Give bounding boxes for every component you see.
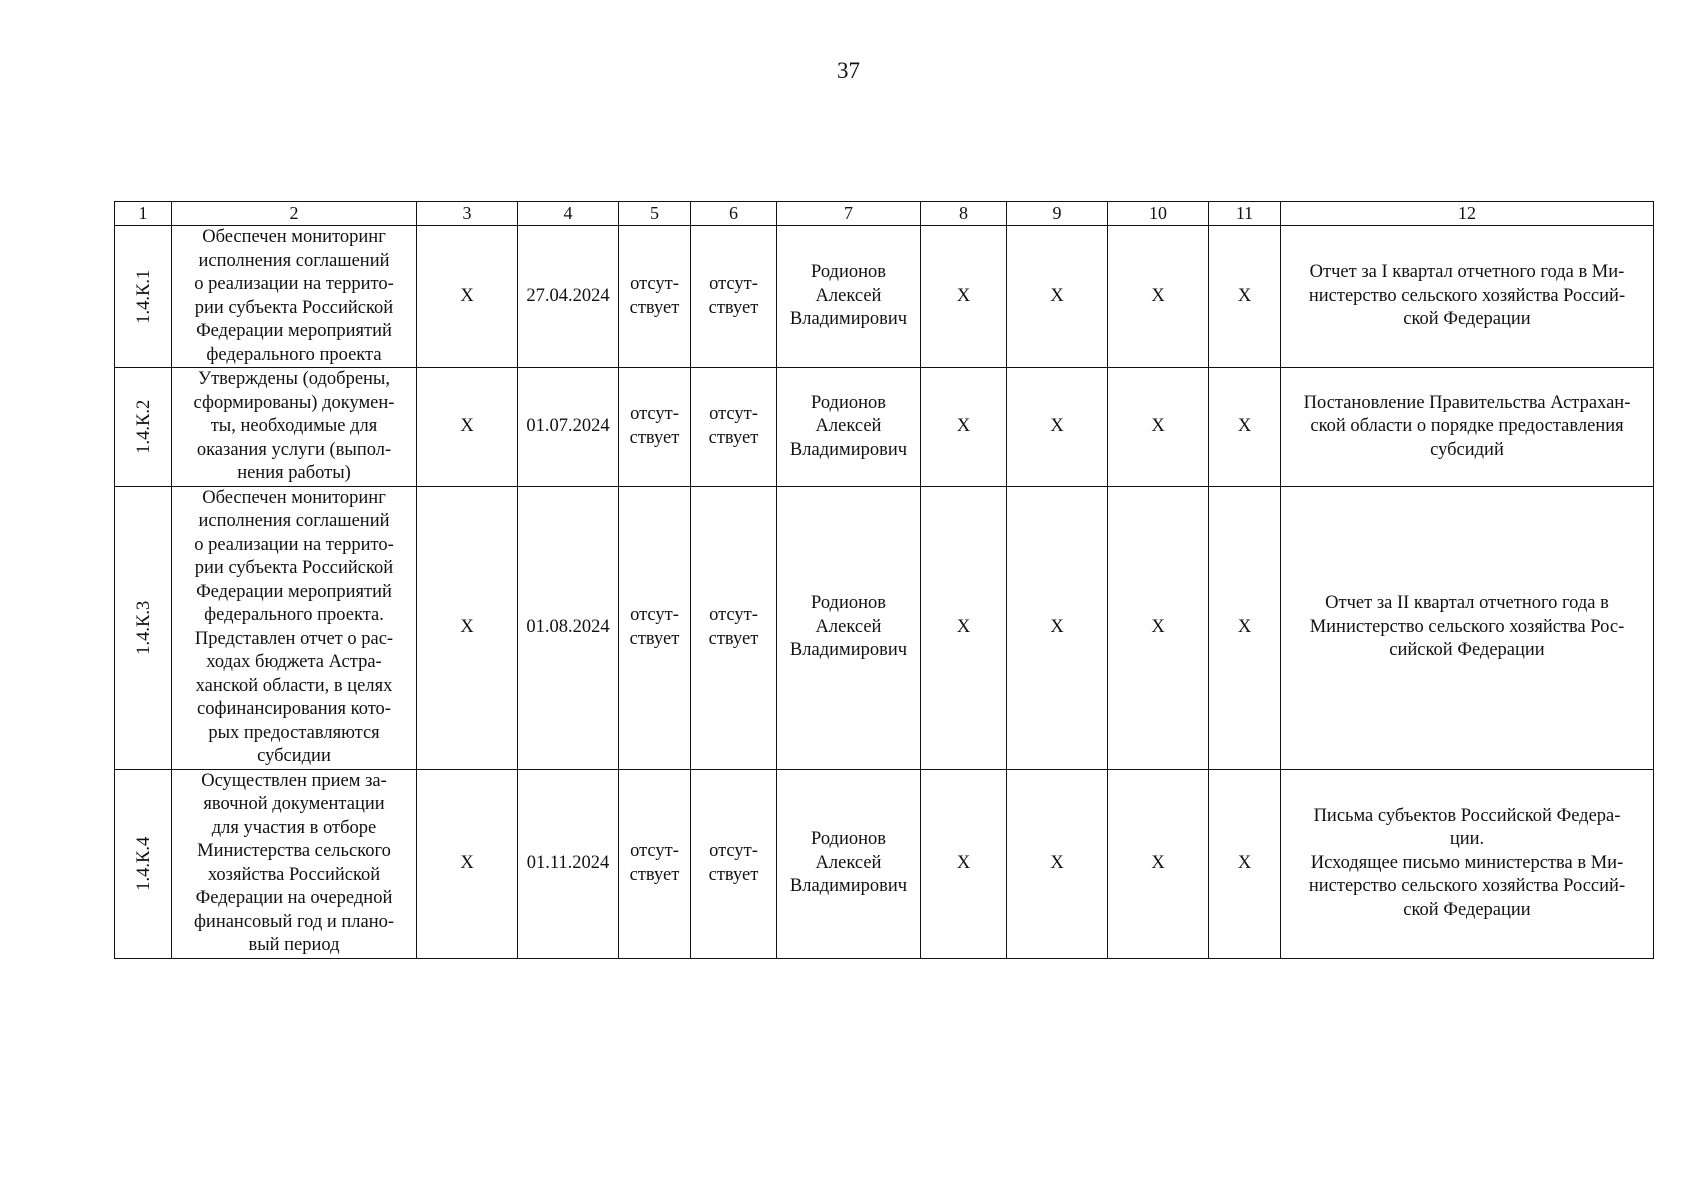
cell-col9: Х	[1007, 368, 1108, 487]
event-name-cell: Обеспечен мониторинг исполнения соглашений о реализации на террито- рии субъекта Российской Федерации мероприятий федерального проекта. Представлен отчет о рас- ходах бюджета Астра- ханской области, в целях софинансирования кото- рых предоставляются субсидии	[172, 486, 417, 769]
responsible-cell: Родионов Алексей Владимирович	[777, 368, 921, 487]
result-cell: Отчет за II квартал отчетного года в Министерство сельского хозяйства Рос- сийской Федерации	[1281, 486, 1654, 769]
header-cell: 7	[777, 202, 921, 226]
responsible-cell: Родионов Алексей Владимирович	[777, 486, 921, 769]
date-cell: 27.04.2024	[518, 226, 619, 368]
header-cell: 4	[518, 202, 619, 226]
cell-col10: Х	[1108, 486, 1209, 769]
row-id-cell	[115, 769, 172, 958]
header-cell: 1	[115, 202, 172, 226]
cell-col6: отсут- ствует	[691, 226, 777, 368]
row-id: 1.4.К.3	[134, 600, 155, 655]
row-id: 1.4.К.1	[134, 269, 155, 324]
header-cell: 11	[1209, 202, 1281, 226]
event-name-cell: Обеспечен мониторинг исполнения соглашений о реализации на террито- рии субъекта Российской Федерации мероприятий федерального проекта	[172, 226, 417, 368]
cell-col3: Х	[417, 769, 518, 958]
cell-col6: отсут- ствует	[691, 486, 777, 769]
header-cell: 8	[921, 202, 1007, 226]
header-cell: 2	[172, 202, 417, 226]
cell-col6: отсут- ствует	[691, 769, 777, 958]
row-id: 1.4.К.4	[134, 836, 155, 891]
cell-col5: отсут- ствует	[619, 226, 691, 368]
row-id-cell	[115, 486, 172, 769]
cell-col8: Х	[921, 769, 1007, 958]
header-cell: 6	[691, 202, 777, 226]
header-cell: 12	[1281, 202, 1654, 226]
cell-col10: Х	[1108, 368, 1209, 487]
date-cell: 01.07.2024	[518, 368, 619, 487]
header-cell: 5	[619, 202, 691, 226]
table-row	[115, 486, 1654, 769]
table-row	[115, 368, 1654, 487]
responsible-cell: Родионов Алексей Владимирович	[777, 769, 921, 958]
cell-col9: Х	[1007, 486, 1108, 769]
page-number: 37	[837, 58, 860, 83]
cell-col8: Х	[921, 486, 1007, 769]
table-row	[115, 226, 1654, 368]
result-cell: Отчет за I квартал отчетного года в Ми- нистерство сельского хозяйства Россий- ской Федерации	[1281, 226, 1654, 368]
event-name-cell: Утверждены (одобрены, сформированы) докумен- ты, необходимые для оказания услуги (выпол- нения работы)	[172, 368, 417, 487]
table-row	[115, 769, 1654, 958]
cell-col11: Х	[1209, 769, 1281, 958]
date-cell: 01.08.2024	[518, 486, 619, 769]
cell-col11: Х	[1209, 486, 1281, 769]
cell-col11: Х	[1209, 368, 1281, 487]
cell-col3: Х	[417, 486, 518, 769]
cell-col9: Х	[1007, 769, 1108, 958]
header-cell: 9	[1007, 202, 1108, 226]
cell-col10: Х	[1108, 226, 1209, 368]
cell-col8: Х	[921, 368, 1007, 487]
cell-col5: отсут- ствует	[619, 769, 691, 958]
header-cell: 10	[1108, 202, 1209, 226]
row-id-cell	[115, 226, 172, 368]
table-header-row	[115, 202, 1654, 226]
cell-col9: Х	[1007, 226, 1108, 368]
header-cell: 3	[417, 202, 518, 226]
row-id-cell	[115, 368, 172, 487]
cell-col6: отсут- ствует	[691, 368, 777, 487]
cell-col10: Х	[1108, 769, 1209, 958]
cell-col11: Х	[1209, 226, 1281, 368]
event-name-cell: Осуществлен прием за- явочной документации для участия в отборе Министерства сельского хозяйства Российской Федерации на очередной финансовый год и плано- вый период	[172, 769, 417, 958]
cell-col3: Х	[417, 368, 518, 487]
date-cell: 01.11.2024	[518, 769, 619, 958]
cell-col5: отсут- ствует	[619, 368, 691, 487]
cell-col8: Х	[921, 226, 1007, 368]
cell-col5: отсут- ствует	[619, 486, 691, 769]
row-id: 1.4.К.2	[134, 399, 155, 454]
responsible-cell: Родионов Алексей Владимирович	[777, 226, 921, 368]
cell-col3: Х	[417, 226, 518, 368]
result-cell: Письма субъектов Российской Федера- ции. Исходящее письмо министерства в Ми- нистерство сельского хозяйства Россий- ской Федерации	[1281, 769, 1654, 958]
result-cell: Постановление Правительства Астрахан- ской области о порядке предоставления субсидий	[1281, 368, 1654, 487]
control-points-table	[114, 201, 1654, 959]
